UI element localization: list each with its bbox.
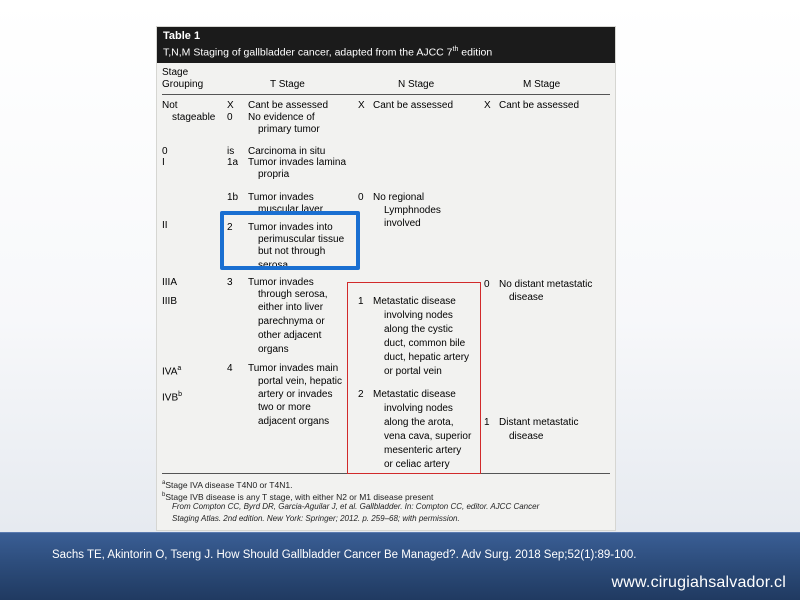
t-code-is: is (227, 146, 235, 157)
header-t-stage: T Stage (270, 79, 305, 90)
header-m-stage: M Stage (523, 79, 561, 90)
t-desc-x: Cant be assessed (248, 100, 329, 111)
t-desc-1b-line1: Tumor invades (248, 192, 314, 203)
n-desc-1-line6: or portal vein (384, 366, 442, 377)
t-desc-4-line5: adjacent organs (258, 416, 330, 427)
stage-IVB: IVB$^b$ (162, 391, 183, 404)
n-desc-2-line2: involving nodes (384, 403, 453, 414)
n-desc-0-line2: Lymphnodes (384, 205, 441, 216)
t-desc-4-line2: portal vein, hepatic (258, 376, 342, 387)
n-desc-2-line5: mesenteric artery (384, 445, 462, 456)
t-code-1b: 1b (227, 192, 239, 203)
t-desc-1a-line1: Tumor invades lamina (248, 157, 347, 168)
footnote-source-line1: From Compton CC, Byrd DR, Garcia-Aguilar J, et al. Gallbladder. In: Compton CC, editor. AJCC Cancer (172, 502, 540, 511)
t-desc-3-line2: through serosa, (258, 289, 328, 300)
stage-0: 0 (162, 146, 168, 157)
t-desc-2-line1: Tumor invades into (248, 222, 333, 233)
header-n-stage: N Stage (398, 79, 435, 90)
footnote-source-line2: Staging Atlas. 2nd edition. New York: Springer; 2012. p. 259–68; with permission. (172, 514, 460, 523)
t-desc-1b-line2: muscular layer (258, 204, 324, 215)
t-code-4: 4 (227, 363, 233, 374)
n-code-2: 2 (358, 389, 364, 400)
n-desc-x: Cant be assessed (373, 100, 454, 111)
m-desc-1-line1: Distant metastatic (499, 417, 579, 428)
n-desc-2-line6: or celiac artery (384, 459, 450, 470)
website-link[interactable]: www.cirugiahsalvador.cl (611, 574, 786, 591)
n-code-x: X (358, 100, 365, 111)
n-desc-1-line5: duct, hepatic artery (384, 352, 470, 363)
n-desc-1-line4: duct, common bile (384, 338, 466, 349)
t-desc-3-line5: other adjacent (258, 330, 322, 341)
t-desc-0-line2: primary tumor (258, 124, 320, 135)
m-code-1: 1 (484, 417, 490, 428)
stage-ii-highlight-box (220, 211, 360, 270)
m-desc-0-line1: No distant metastatic (499, 279, 593, 290)
m-desc-0-line2: disease (509, 292, 544, 303)
t-desc-3-line1: Tumor invades (248, 277, 314, 288)
t-desc-4-line4: two or more (258, 402, 311, 413)
stage-IIIB: IIIB (162, 296, 178, 307)
t-desc-2-line3: but not through (258, 246, 326, 257)
table-subtitle: T,N,M Staging of gallbladder cancer, adapted from the AJCC 7th edition (163, 46, 493, 59)
stage-IVA: IVA$^a$ (162, 365, 182, 378)
n-code-1: 1 (358, 296, 364, 307)
n-desc-0-line1: No regional (373, 192, 425, 203)
n-stage-highlight-box (347, 282, 481, 474)
m-desc-x: Cant be assessed (499, 100, 580, 111)
stage-not: Not (162, 100, 178, 111)
stage-I: I (162, 157, 165, 168)
n-desc-1-line3: along the cystic (384, 324, 453, 335)
n-desc-2-line1: Metastatic disease (373, 389, 456, 400)
t-desc-0-line1: No evidence of (248, 112, 315, 123)
t-desc-4-line1: Tumor invades main (248, 363, 339, 374)
t-desc-3-line4: parechnyma or (258, 316, 325, 327)
t-desc-2-line4: serosa (258, 260, 289, 271)
header-stage-line2: Grouping (162, 79, 204, 90)
table-header-banner (157, 27, 615, 63)
stage-stageable: stageable (172, 112, 216, 123)
t-code-0: 0 (227, 112, 233, 123)
t-code-2: 2 (227, 222, 233, 233)
t-code-1a: 1a (227, 157, 239, 168)
stage-IIIA: IIIA (162, 277, 178, 288)
t-desc-2-line2: perimuscular tissue (258, 234, 345, 245)
t-desc-1a-line2: propria (258, 169, 290, 180)
m-code-x: X (484, 100, 491, 111)
t-desc-3-line3: either into liver (258, 302, 324, 313)
t-desc-3-line6: organs (258, 344, 289, 355)
n-desc-0-line3: involved (384, 218, 421, 229)
citation-text: Sachs TE, Akintorin O, Tseng J. How Should Gallbladder Cancer Be Managed?. Adv Surg. 2018 Sep;52(1):89-100. (52, 549, 637, 561)
header-stage-line1: Stage (162, 67, 189, 78)
t-code-x: X (227, 100, 234, 111)
n-desc-2-line3: along the arota, (384, 417, 454, 428)
footnote-a: $^a$Stage IVA disease T4N0 or T4N1. (162, 479, 293, 490)
footnote-b: $^b$Stage IVB disease is any T stage, with either N2 or M1 disease present (162, 491, 434, 502)
table-title: Table 1 (163, 30, 201, 42)
n-desc-1-line2: involving nodes (384, 310, 453, 321)
header-rule (162, 94, 610, 95)
m-desc-1-line2: disease (509, 431, 544, 442)
n-desc-1-line1: Metastatic disease (373, 296, 456, 307)
m-code-0: 0 (484, 279, 490, 290)
t-desc-is: Carcinoma in situ (248, 146, 326, 157)
n-code-0: 0 (358, 192, 364, 203)
t-code-3: 3 (227, 277, 233, 288)
t-desc-4-line3: artery or invades (258, 389, 333, 400)
stage-II: II (162, 220, 168, 231)
n-desc-2-line4: vena cava, superior (384, 431, 472, 442)
